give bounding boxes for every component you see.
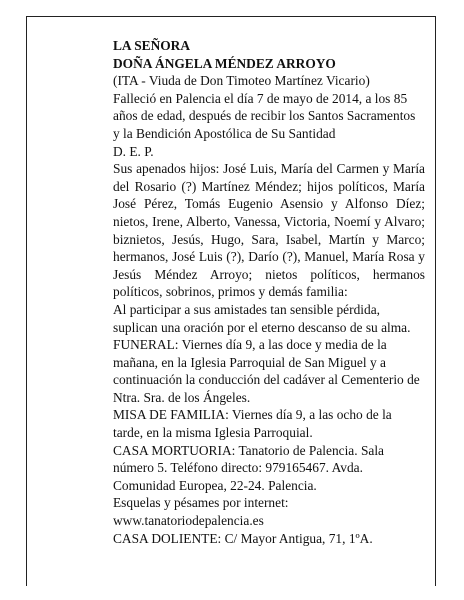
notice-heading-name: DOÑA ÁNGELA MÉNDEZ ARROYO xyxy=(113,55,336,71)
mortuary-paragraph: CASA MORTUORIA: Tanatorio de Palencia. Sala número 5. Teléfono directo: 979165467. Avda. Comunidad Europea, 22-24. Palencia. xyxy=(113,442,384,493)
notice-subtitle: (ITA - Viuda de Don Timoteo Martínez Vicario) xyxy=(113,73,370,89)
internet-url: www.tanatoriodepalencia.es xyxy=(113,513,264,529)
blessing-line: y la Bendición Apostólica de Su Santidad xyxy=(113,125,336,141)
internet-label: Esquelas y pésames por internet: xyxy=(113,495,289,511)
grieving-house-paragraph: CASA DOLIENTE: C/ Mayor Antigua, 71, 1ºA. xyxy=(113,530,373,546)
funeral-paragraph: FUNERAL: Viernes día 9, a las doce y media de la mañana, en la Iglesia Parroquial de San Miguel y a continuación la conducción del cadáver al Cementerio de Ntra. Sra. de los Ángeles. xyxy=(113,337,420,405)
request-paragraph: Al participar a sus amistades tan sensible pérdida, suplican una oración por el eterno descanso de su alma. xyxy=(113,301,411,335)
death-paragraph: Falleció en Palencia el día 7 de mayo de 2014, a los 85 años de edad, después de recibir los Santos Sacramentos xyxy=(113,90,416,124)
family-mass-paragraph: MISA DE FAMILIA: Viernes día 9, a las ocho de la tarde, en la misma Iglesia Parroquial. xyxy=(113,407,392,441)
obituary-notice xyxy=(113,37,425,547)
dep-line: D. E. P. xyxy=(113,143,154,159)
notice-heading-title: LA SEÑORA xyxy=(113,38,191,53)
family-paragraph: Sus apenados hijos: José Luis, María del Carmen y María del Rosario (?) Martínez Méndez; hijos políticos, María José Pérez, Tomás Eugenio Asensio y Alfonso Díez; nietos, Irene, Alberto, Vanessa, Victoria, Noemí y Alvaro; biznietos, Jesús, Hugo, Sara, Isabel, Martín y Marco; hermanos, José Luis (?), Darío (?), Manuel, María Rosa y Jesús Méndez Arroyo; nietos políticos, hermanos políticos, sobrinos, primos y demás familia: xyxy=(113,161,425,300)
